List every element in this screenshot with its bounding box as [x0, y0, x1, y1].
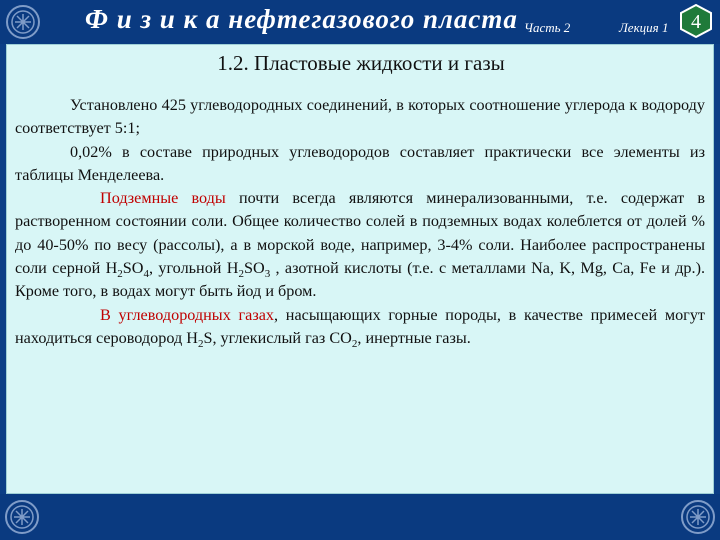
footer-bar: [0, 494, 720, 540]
lecture-label: Лекция 1: [619, 20, 669, 35]
slide-number: 4: [691, 11, 701, 33]
subscript: 2: [117, 268, 123, 281]
text-fragment: , инертные газы.: [357, 328, 471, 347]
university-emblem-icon: [4, 499, 40, 535]
paragraph-hydrocarbon-gases: [15, 304, 705, 351]
course-title: Ф и з и к а нефтегазового пласта: [85, 4, 518, 34]
part-label: Часть 2: [524, 20, 571, 35]
body-text: [15, 94, 705, 350]
section-heading: 1.2. Пластовые жидкости и газы: [217, 51, 505, 75]
subscript: 3: [264, 268, 271, 281]
text-fragment: SO: [122, 259, 144, 278]
text-fragment: , насыщающих горные породы, в качестве примесей могут находиться сероводород H: [15, 305, 705, 347]
text-fragment: , азотной кислоты (т.е. с металлами Na, K, Mg, Ca, Fe и др.). Кроме того, в водах могут быть йод и бром.: [15, 259, 706, 301]
university-emblem-icon: [5, 4, 41, 40]
paragraph-elements: 0,02% в составе природных углеводородов составляет практически все элементы из таблицы Менделеева.: [15, 142, 705, 184]
subscript: 4: [143, 268, 149, 281]
subscript: 2: [238, 268, 244, 281]
content-panel: [6, 44, 714, 494]
highlight-underground: Подземные: [100, 189, 179, 208]
text-fragment: SO: [243, 259, 265, 278]
highlight-water: воды: [191, 189, 226, 208]
paragraph-underground-water: [15, 187, 705, 303]
university-emblem-icon: [680, 499, 716, 535]
subscript: 2: [197, 337, 204, 350]
header-bar: [0, 0, 720, 44]
subscript: 2: [351, 337, 358, 350]
slide-number-badge: [679, 4, 713, 38]
highlight-hydrocarbon-gases: В углеводородных газах: [100, 305, 275, 324]
text-fragment: почти всегда являются минерализованными, т.е. содержат в растворенном состоянии соли. Общее количество солей в подземных водах колеблется от долей % до 40-50% по весу (рассолы), а в морской воде, например, 3-4% соли. Наиболее распространены соли серной H: [15, 189, 706, 278]
text-fragment: , угольной H: [148, 259, 239, 278]
text-fragment: S, углекислый газ CO: [203, 328, 352, 347]
paragraph-carbon-ratio: Установлено 425 углеводородных соединений, в которых соотношение углерода к водороду соответствует 5:1;: [15, 96, 705, 138]
